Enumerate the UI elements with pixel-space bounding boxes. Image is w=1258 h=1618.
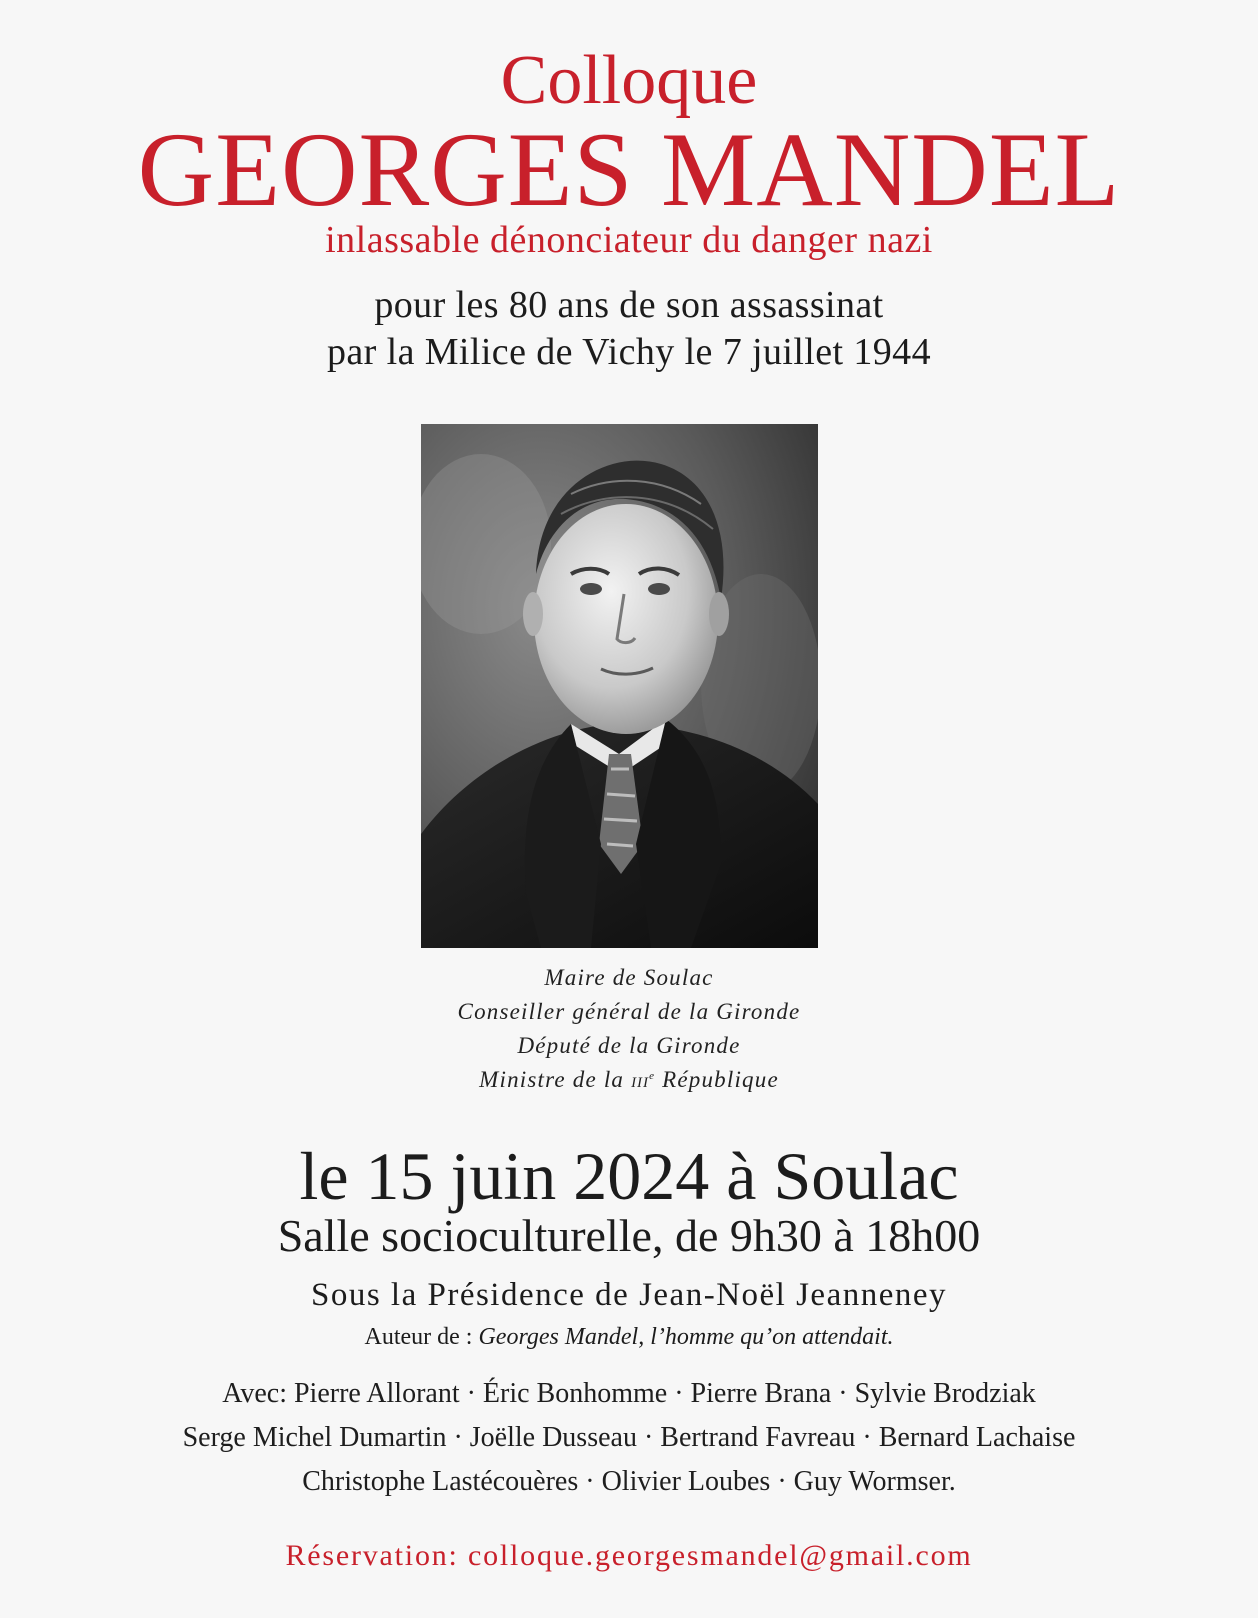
author-prefix: Auteur de : xyxy=(364,1324,479,1350)
caption-minister-numeral: III xyxy=(631,1075,650,1091)
occasion-line-2: par la Milice de Vichy le 7 juillet 1944 xyxy=(327,331,931,373)
reservation-email-line[interactable]: Réservation: colloque.georgesmandel@gmail.com xyxy=(285,1539,973,1572)
caption-minister-suffix: République xyxy=(655,1067,779,1092)
poster-subtitle: inlassable dénonciateur du danger nazi xyxy=(325,219,933,261)
guests-line-2: Serge Michel Dumartin · Joëlle Dusseau · Bertrand Favreau · Bernard Lachaise xyxy=(182,1422,1076,1453)
author-book-title: Georges Mandel, l’homme qu’on attendait. xyxy=(478,1324,894,1350)
presidency-line: Sous la Présidence de Jean-Noël Jeanneney xyxy=(310,1277,948,1313)
caption-minister xyxy=(0,1068,1258,1091)
poster-title: GEORGES MANDEL xyxy=(137,111,1121,228)
caption-deputy: Député de la Gironde xyxy=(517,1033,741,1058)
event-date-line: le 15 juin 2024 à Soulac xyxy=(299,1138,959,1214)
caption-minister-prefix: Ministre de la xyxy=(479,1067,632,1092)
portrait-photo xyxy=(421,424,818,948)
author-line xyxy=(0,1325,1258,1349)
guests-line-1: Avec: Pierre Allorant · Éric Bonhomme · Pierre Brana · Sylvie Brodziak xyxy=(222,1378,1036,1409)
occasion-line-1: pour les 80 ans de son assassinat xyxy=(374,284,884,326)
caption-general-councillor: Conseiller général de la Gironde xyxy=(457,999,801,1024)
caption-mayor: Maire de Soulac xyxy=(544,965,714,990)
event-venue-line: Salle socioculturelle, de 9h30 à 18h00 xyxy=(277,1210,981,1261)
colloque-kicker: Colloque xyxy=(500,42,758,119)
caption-minister-superscript: e xyxy=(649,1070,656,1082)
guests-line-3: Christophe Lastécouères · Olivier Loubes · Guy Wormser. xyxy=(302,1466,956,1497)
